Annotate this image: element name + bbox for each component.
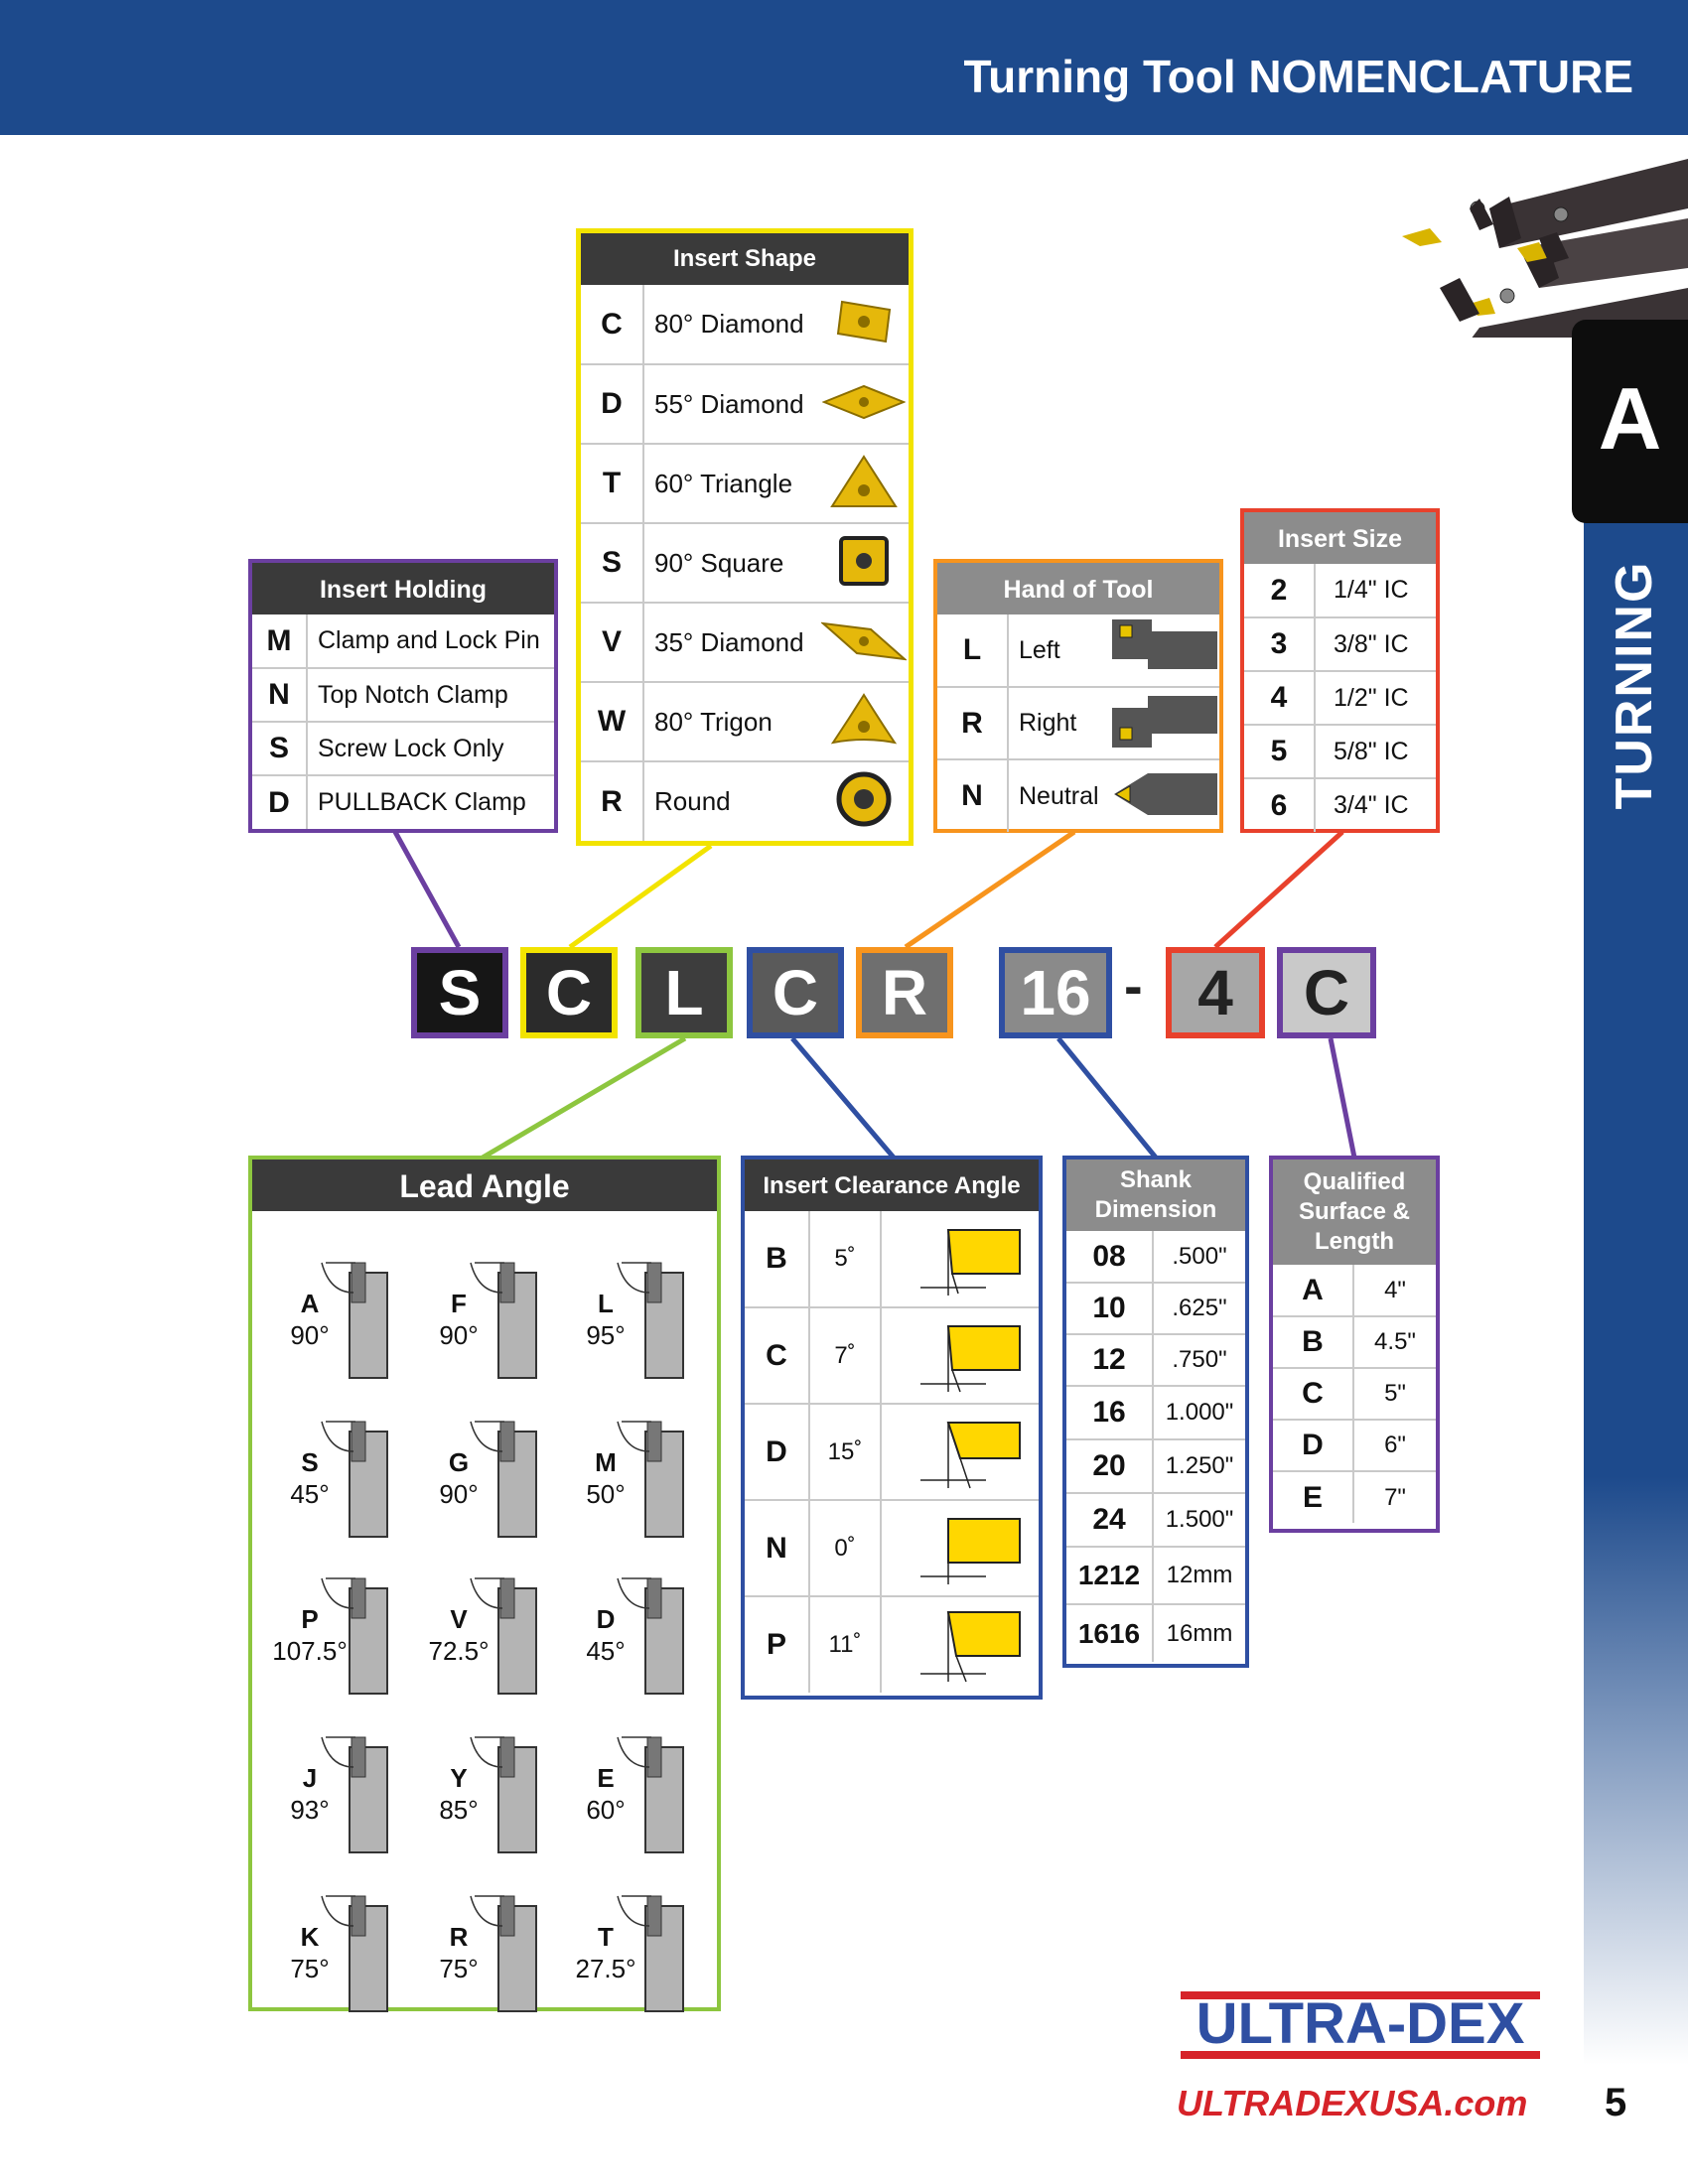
table-row[interactable] xyxy=(581,603,909,682)
shank-code: 16 xyxy=(1066,1386,1153,1439)
lead-angle-item[interactable] xyxy=(566,1233,715,1382)
clearance-code: C xyxy=(745,1307,809,1404)
code-dash: - xyxy=(1124,954,1143,1017)
connector-shank xyxy=(1058,1038,1156,1158)
table-row[interactable] xyxy=(1244,671,1436,725)
shape-label: 90° Square xyxy=(643,523,819,603)
shank-code: 1212 xyxy=(1066,1547,1153,1604)
qualified-value: 4.5" xyxy=(1353,1316,1436,1368)
shape-label: 60° Triangle xyxy=(643,444,819,523)
lead-angle-code: Y xyxy=(450,1763,468,1793)
table-row[interactable] xyxy=(1244,564,1436,617)
qualified-value: 7" xyxy=(1384,1483,1406,1511)
insert-size-table xyxy=(1244,564,1436,832)
lead-angle-value: 60° xyxy=(586,1795,626,1825)
insert-shape-table xyxy=(581,285,909,841)
clearance-table xyxy=(745,1211,1039,1693)
size-label: 3/8" IC xyxy=(1315,617,1436,671)
clearance-angle: 15˚ xyxy=(809,1404,881,1500)
table-row[interactable] xyxy=(1273,1316,1436,1368)
holding-label: PULLBACK Clamp xyxy=(318,788,526,816)
clearance-title: Insert Clearance Angle xyxy=(745,1160,1039,1211)
qualified-code: A xyxy=(1273,1265,1353,1316)
table-row[interactable] xyxy=(252,775,554,829)
table-row[interactable] xyxy=(1273,1420,1436,1471)
insert-shape-title: Insert Shape xyxy=(581,233,909,285)
shank-code: 20 xyxy=(1066,1439,1153,1493)
left-hand-tool-icon xyxy=(1108,617,1219,679)
table-row[interactable] xyxy=(1273,1265,1436,1316)
neutral-tool-icon xyxy=(1108,763,1219,825)
section-letter-tab[interactable]: A xyxy=(1572,320,1688,523)
insert-shape-panel xyxy=(576,228,914,846)
clearance-angle: 0˚ xyxy=(809,1500,881,1596)
shank-code: 24 xyxy=(1066,1493,1153,1547)
lead-angle-code: A xyxy=(300,1289,320,1318)
lead-angle-item[interactable] xyxy=(566,1549,715,1698)
shape-code: T xyxy=(581,444,643,523)
clearance-diagram-icon xyxy=(891,1598,1030,1688)
table-row[interactable] xyxy=(1273,1368,1436,1420)
lead-angle-code: V xyxy=(450,1604,468,1634)
table-row[interactable] xyxy=(745,1404,1039,1500)
table-row[interactable] xyxy=(1244,778,1436,832)
shape-label: 80° Trigon xyxy=(643,682,819,761)
lead-angle-item[interactable] xyxy=(419,1866,568,2015)
size-code: 2 xyxy=(1244,564,1315,617)
insert-size-title: Insert Size xyxy=(1244,512,1436,564)
hand-of-tool-table xyxy=(937,614,1219,832)
qualified-value: 4" xyxy=(1353,1265,1436,1316)
lead-angle-value: 75° xyxy=(439,1954,479,1983)
qualified-surface-panel xyxy=(1269,1156,1440,1533)
table-row[interactable] xyxy=(1066,1604,1245,1662)
page-title: Turning Tool NOMENCLATURE xyxy=(963,51,1633,102)
lead-angle-code: T xyxy=(598,1922,614,1952)
page-number: 5 xyxy=(1605,2081,1627,2124)
hand-code: N xyxy=(937,759,1008,832)
qualified-code: B xyxy=(1273,1316,1353,1368)
size-label: 1/2" IC xyxy=(1315,671,1436,725)
lead-angle-item[interactable] xyxy=(566,1866,715,2015)
lead-angle-code: P xyxy=(301,1604,319,1634)
shank-code: 1616 xyxy=(1066,1604,1153,1662)
trigon-insert-icon xyxy=(829,691,899,749)
table-row[interactable] xyxy=(937,687,1219,759)
code-box-size[interactable]: 4 xyxy=(1166,947,1265,1038)
lead-angle-value: 45° xyxy=(290,1479,330,1509)
table-row[interactable] xyxy=(252,614,554,668)
hand-label: Right xyxy=(1008,687,1108,759)
connector-hand xyxy=(906,832,1074,947)
size-code: 5 xyxy=(1244,725,1315,778)
holding-code: N xyxy=(252,668,307,722)
clearance-code: N xyxy=(745,1500,809,1596)
table-row[interactable] xyxy=(937,614,1219,687)
size-code: 6 xyxy=(1244,778,1315,832)
square-insert-icon xyxy=(833,532,895,590)
lead-angle-panel xyxy=(248,1156,721,2011)
lead-angle-title: Lead Angle xyxy=(252,1160,717,1211)
shank-title-line: Shank xyxy=(1119,1166,1193,1193)
connector-holding xyxy=(395,832,459,947)
shank-value: 16mm xyxy=(1166,1619,1233,1647)
holding-label: Top Notch Clamp xyxy=(307,668,554,722)
holding-label: Clamp and Lock Pin xyxy=(307,614,554,668)
insert-holding-title: Insert Holding xyxy=(252,563,554,614)
connector-qualified xyxy=(1331,1038,1354,1158)
lead-angle-value: 90° xyxy=(439,1479,479,1509)
lead-angle-item[interactable] xyxy=(270,1392,419,1541)
right-hand-tool-icon xyxy=(1108,690,1219,751)
table-row[interactable] xyxy=(581,285,909,364)
insert-holding-table xyxy=(252,614,554,829)
clearance-code: P xyxy=(745,1596,809,1693)
lead-angle-value: 90° xyxy=(290,1320,330,1350)
shape-label: 80° Diamond xyxy=(643,285,819,364)
qualified-code: D xyxy=(1273,1420,1353,1471)
clearance-diagram-icon xyxy=(891,1501,1030,1590)
lead-angle-item[interactable] xyxy=(419,1549,568,1698)
qualified-code: E xyxy=(1273,1471,1353,1523)
shank-code: 08 xyxy=(1066,1231,1153,1283)
table-row[interactable] xyxy=(745,1307,1039,1404)
code-box-lead-angle[interactable]: L xyxy=(635,947,733,1038)
lead-angle-item[interactable] xyxy=(270,1866,419,2015)
lead-angle-item[interactable] xyxy=(419,1233,568,1382)
table-row[interactable] xyxy=(1273,1471,1436,1523)
lead-angle-value: 93° xyxy=(290,1795,330,1825)
diamond-35-insert-icon xyxy=(821,615,907,665)
triangle-insert-icon xyxy=(828,453,900,510)
code-box-clearance[interactable]: C xyxy=(747,947,844,1038)
table-row[interactable] xyxy=(1066,1547,1245,1604)
shape-code: C xyxy=(581,285,643,364)
shank-value: .625" xyxy=(1153,1283,1245,1334)
lead-angle-code: L xyxy=(598,1289,614,1318)
shank-value: .750" xyxy=(1153,1334,1245,1386)
lead-angle-value: 72.5° xyxy=(428,1636,490,1666)
code-box-qualified[interactable]: C xyxy=(1277,947,1376,1038)
clearance-diagram-icon xyxy=(891,1212,1030,1301)
clearance-panel xyxy=(741,1156,1043,1700)
shank-table xyxy=(1066,1231,1245,1662)
table-row[interactable] xyxy=(1066,1334,1245,1386)
lead-angle-value: 27.5° xyxy=(575,1954,636,1983)
table-row[interactable] xyxy=(745,1211,1039,1307)
lead-angle-value: 45° xyxy=(586,1636,626,1666)
lead-angle-item[interactable] xyxy=(419,1392,568,1541)
shank-value: 12mm xyxy=(1153,1547,1245,1604)
shank-dimension-panel xyxy=(1062,1156,1249,1668)
lead-angle-value: 95° xyxy=(586,1320,626,1350)
table-row[interactable] xyxy=(937,759,1219,832)
shape-label: Round xyxy=(654,786,731,816)
connector-shape xyxy=(570,846,711,947)
connector-lead xyxy=(483,1038,685,1158)
qualified-code: C xyxy=(1273,1368,1353,1420)
shank-code: 10 xyxy=(1066,1283,1153,1334)
shape-label: 35° Diamond xyxy=(643,603,819,682)
lead-angle-code: D xyxy=(596,1604,616,1634)
table-row[interactable] xyxy=(1244,617,1436,671)
hand-code: R xyxy=(937,687,1008,759)
table-row[interactable] xyxy=(1066,1283,1245,1334)
size-label: 1/4" IC xyxy=(1315,564,1436,617)
shape-label: 55° Diamond xyxy=(643,364,819,444)
hand-label: Neutral xyxy=(1019,781,1099,810)
table-row[interactable] xyxy=(252,722,554,775)
qualified-surface-title xyxy=(1273,1160,1436,1265)
code-box-hand[interactable]: R xyxy=(856,947,953,1038)
table-row[interactable] xyxy=(1066,1386,1245,1439)
shape-code: S xyxy=(581,523,643,603)
lead-angle-value: 90° xyxy=(439,1320,479,1350)
table-row[interactable] xyxy=(581,761,909,841)
lead-angle-code: G xyxy=(448,1447,470,1477)
holding-code: D xyxy=(252,775,307,829)
table-row[interactable] xyxy=(1066,1493,1245,1547)
table-row[interactable] xyxy=(1066,1439,1245,1493)
size-label: 5/8" IC xyxy=(1315,725,1436,778)
diamond-80-insert-icon xyxy=(832,296,896,347)
shape-code: V xyxy=(581,603,643,682)
table-row[interactable] xyxy=(581,444,909,523)
lead-angle-item[interactable] xyxy=(270,1549,419,1698)
code-box-shape[interactable]: C xyxy=(520,947,618,1038)
table-row[interactable] xyxy=(581,682,909,761)
lead-angle-code: F xyxy=(451,1289,467,1318)
lead-angle-item[interactable] xyxy=(270,1233,419,1382)
qualified-value: 5" xyxy=(1353,1368,1436,1420)
clearance-angle: 7˚ xyxy=(809,1307,881,1404)
table-row[interactable] xyxy=(581,523,909,603)
lead-angle-value: 50° xyxy=(586,1479,626,1509)
lead-angle-value: 75° xyxy=(290,1954,330,1983)
lead-angle-value: 85° xyxy=(439,1795,479,1825)
table-row[interactable] xyxy=(745,1500,1039,1596)
lead-angle-code: E xyxy=(597,1763,615,1793)
lead-angle-code: R xyxy=(449,1922,469,1952)
lead-angle-code: S xyxy=(301,1447,319,1477)
insert-holding-panel xyxy=(248,559,558,833)
lead-angle-code: J xyxy=(302,1763,318,1793)
shank-value: 1.000" xyxy=(1153,1386,1245,1439)
hand-of-tool-title: Hand of Tool xyxy=(937,563,1219,614)
shape-code: D xyxy=(581,364,643,444)
hand-code: L xyxy=(937,614,1008,687)
qualified-value: 6" xyxy=(1353,1420,1436,1471)
lead-angle-item[interactable] xyxy=(566,1392,715,1541)
table-row[interactable] xyxy=(1244,725,1436,778)
size-code: 3 xyxy=(1244,617,1315,671)
qualified-table xyxy=(1273,1265,1436,1523)
ultra-dex-logo[interactable] xyxy=(1177,1985,1544,2065)
website-link[interactable]: ULTRADEXUSA.com xyxy=(1177,2083,1528,2123)
section-label-text: TURNING xyxy=(1606,560,1663,810)
lead-angle-code: K xyxy=(300,1922,320,1952)
hand-of-tool-panel xyxy=(933,559,1223,833)
table-row[interactable] xyxy=(1066,1231,1245,1283)
lead-angle-item[interactable] xyxy=(419,1707,568,1856)
table-row[interactable] xyxy=(745,1596,1039,1693)
connector-clearance xyxy=(792,1038,894,1158)
qualified-title-line: Surface & xyxy=(1298,1198,1411,1225)
shank-dimension-title xyxy=(1066,1160,1245,1231)
connector-size xyxy=(1215,832,1342,947)
code-box-holding[interactable]: S xyxy=(411,947,508,1038)
clearance-diagram-icon xyxy=(891,1308,1030,1398)
holding-label: Screw Lock Only xyxy=(307,722,554,775)
qualified-title-line: Length xyxy=(1315,1228,1394,1255)
holding-code: M xyxy=(252,614,307,668)
logo-text: ULTRA-DEX xyxy=(1196,1991,1525,2056)
clearance-code: D xyxy=(745,1404,809,1500)
size-code: 4 xyxy=(1244,671,1315,725)
lead-angle-grid xyxy=(252,1211,717,2005)
shank-title-line: Dimension xyxy=(1094,1196,1217,1223)
size-label: 3/4" IC xyxy=(1334,791,1409,819)
hand-label: Left xyxy=(1008,614,1108,687)
lead-angle-code: M xyxy=(595,1447,617,1477)
lead-angle-item[interactable] xyxy=(270,1707,419,1856)
qualified-title-line: Qualified xyxy=(1303,1168,1406,1195)
holding-code: S xyxy=(252,722,307,775)
shape-code: R xyxy=(581,761,643,841)
clearance-diagram-icon xyxy=(891,1405,1030,1494)
shank-value: .500" xyxy=(1153,1231,1245,1283)
clearance-angle: 11˚ xyxy=(809,1596,881,1693)
round-insert-icon xyxy=(833,770,895,828)
table-row[interactable] xyxy=(252,668,554,722)
clearance-code: B xyxy=(745,1211,809,1307)
clearance-angle: 5˚ xyxy=(809,1211,881,1307)
code-box-shank[interactable]: 16 xyxy=(999,947,1112,1038)
shank-value: 1.500" xyxy=(1153,1493,1245,1547)
shank-code: 12 xyxy=(1066,1334,1153,1386)
diamond-55-insert-icon xyxy=(822,382,906,422)
shape-code: W xyxy=(581,682,643,761)
insert-size-panel xyxy=(1240,508,1440,833)
lead-angle-item[interactable] xyxy=(566,1707,715,1856)
shank-value: 1.250" xyxy=(1153,1439,1245,1493)
lead-angle-value: 107.5° xyxy=(272,1636,348,1666)
table-row[interactable] xyxy=(581,364,909,444)
